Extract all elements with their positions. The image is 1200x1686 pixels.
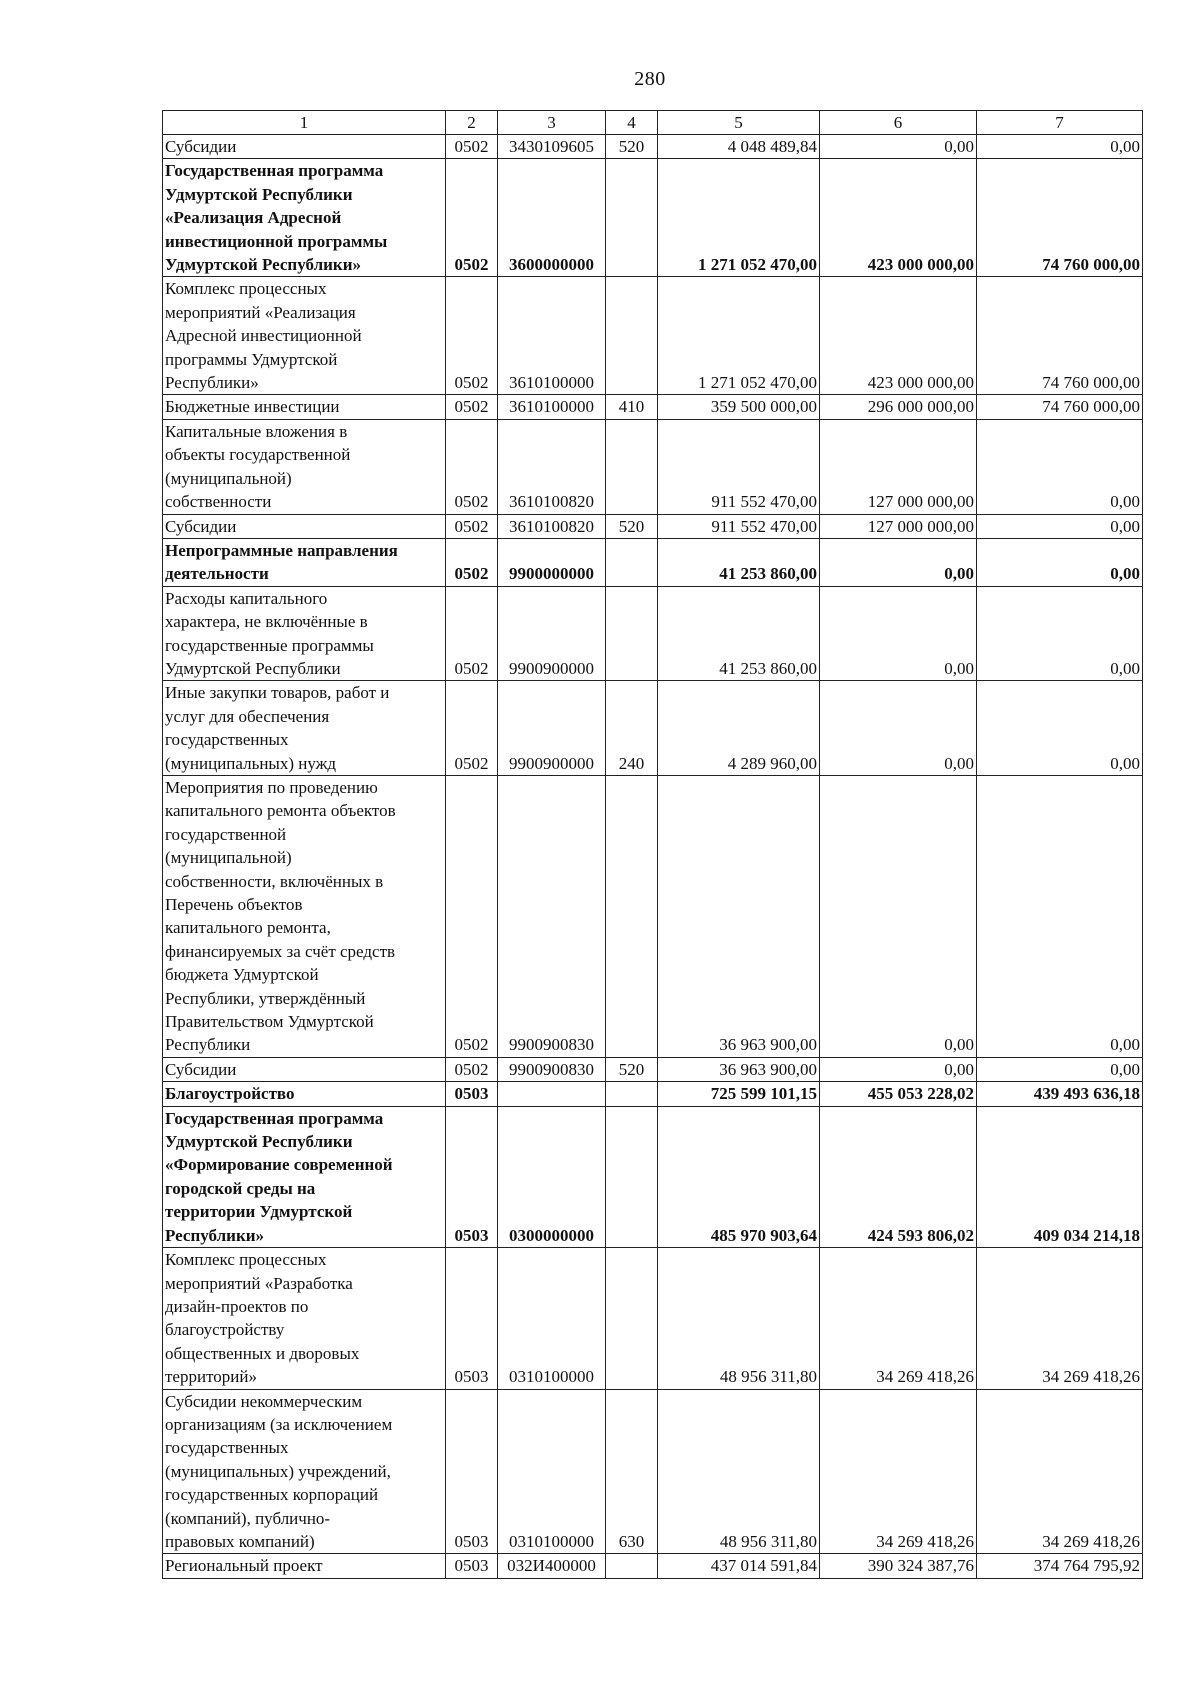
amount-col6-cell: 0,00 bbox=[820, 586, 977, 681]
table-row bbox=[163, 395, 1143, 419]
section-code-cell: 0502 bbox=[446, 681, 498, 776]
section-code-cell: 0503 bbox=[446, 1106, 498, 1247]
amount-col5-cell: 725 599 101,15 bbox=[658, 1082, 820, 1106]
target-code-cell: 3610100000 bbox=[498, 395, 606, 419]
page-number: 280 bbox=[634, 68, 666, 90]
expense-type-cell bbox=[606, 586, 658, 681]
section-code-cell: 0502 bbox=[446, 395, 498, 419]
expense-type-cell bbox=[606, 1554, 658, 1578]
amount-col6-cell: 0,00 bbox=[820, 775, 977, 1057]
amount-col5-cell: 41 253 860,00 bbox=[658, 586, 820, 681]
expense-type-cell bbox=[606, 1082, 658, 1106]
amount-col6-cell: 424 593 806,02 bbox=[820, 1106, 977, 1247]
table-row bbox=[163, 277, 1143, 395]
amount-col6-cell: 34 269 418,26 bbox=[820, 1248, 977, 1389]
amount-col7-cell: 409 034 214,18 bbox=[977, 1106, 1143, 1247]
expense-type-cell: 520 bbox=[606, 514, 658, 538]
amount-col6-cell: 296 000 000,00 bbox=[820, 395, 977, 419]
amount-col6-cell: 0,00 bbox=[820, 538, 977, 586]
amount-col7-cell: 374 764 795,92 bbox=[977, 1554, 1143, 1578]
expense-type-cell: 630 bbox=[606, 1389, 658, 1554]
section-code-cell: 0503 bbox=[446, 1389, 498, 1554]
amount-col5-cell: 1 271 052 470,00 bbox=[658, 277, 820, 395]
amount-col6-cell: 0,00 bbox=[820, 681, 977, 776]
amount-col6-cell: 390 324 387,76 bbox=[820, 1554, 977, 1578]
section-code-cell: 0502 bbox=[446, 586, 498, 681]
amount-col5-cell: 359 500 000,00 bbox=[658, 395, 820, 419]
header-cell-7: 7 bbox=[977, 111, 1143, 135]
row-name-cell: Субсидии bbox=[163, 514, 446, 538]
amount-col6-cell: 423 000 000,00 bbox=[820, 159, 977, 277]
table-row bbox=[163, 1389, 1143, 1554]
target-code-cell: 9900900830 bbox=[498, 1057, 606, 1081]
row-name-cell: Субсидии bbox=[163, 1057, 446, 1081]
target-code-cell: 0300000000 bbox=[498, 1106, 606, 1247]
row-name-cell: Комплекс процессных мероприятий «Реализация Адресной инвестиционной программы Удмуртской Республики» bbox=[163, 277, 446, 395]
header-cell-5: 5 bbox=[658, 111, 820, 135]
target-code-cell: 9900900000 bbox=[498, 681, 606, 776]
amount-col5-cell: 36 963 900,00 bbox=[658, 1057, 820, 1081]
target-code-cell: 3610100820 bbox=[498, 514, 606, 538]
header-cell-4: 4 bbox=[606, 111, 658, 135]
amount-col5-cell: 437 014 591,84 bbox=[658, 1554, 820, 1578]
amount-col7-cell: 34 269 418,26 bbox=[977, 1389, 1143, 1554]
row-name-cell: Мероприятия по проведению капитального ремонта объектов государственной (муниципальной) собственности, включённых в Перечень объектов капитального ремонта, финансируемых за счёт средств бюджета Удмуртской Республики, утверждённый Правительством Удмуртской Республики bbox=[163, 775, 446, 1057]
target-code-cell: 0310100000 bbox=[498, 1248, 606, 1389]
section-code-cell: 0502 bbox=[446, 538, 498, 586]
row-name-cell: Государственная программа Удмуртской Республики «Формирование современной городской среды на территории Удмуртской Республики» bbox=[163, 1106, 446, 1247]
target-code-cell: 3610100820 bbox=[498, 419, 606, 514]
row-name-cell: Комплекс процессных мероприятий «Разработка дизайн-проектов по благоустройству общественных и дворовых территорий» bbox=[163, 1248, 446, 1389]
section-code-cell: 0503 bbox=[446, 1082, 498, 1106]
amount-col5-cell: 48 956 311,80 bbox=[658, 1248, 820, 1389]
expense-type-cell bbox=[606, 419, 658, 514]
expense-type-cell bbox=[606, 1248, 658, 1389]
amount-col7-cell: 0,00 bbox=[977, 514, 1143, 538]
expense-type-cell: 410 bbox=[606, 395, 658, 419]
expense-type-cell: 240 bbox=[606, 681, 658, 776]
row-name-cell: Расходы капитального характера, не включённые в государственные программы Удмуртской Республики bbox=[163, 586, 446, 681]
section-code-cell: 0502 bbox=[446, 277, 498, 395]
amount-col6-cell: 455 053 228,02 bbox=[820, 1082, 977, 1106]
target-code-cell: 3600000000 bbox=[498, 159, 606, 277]
amount-col5-cell: 911 552 470,00 bbox=[658, 514, 820, 538]
header-row bbox=[163, 111, 1143, 135]
header-cell-1: 1 bbox=[163, 111, 446, 135]
table-row bbox=[163, 586, 1143, 681]
amount-col6-cell: 127 000 000,00 bbox=[820, 514, 977, 538]
amount-col5-cell: 4 289 960,00 bbox=[658, 681, 820, 776]
table-row bbox=[163, 538, 1143, 586]
amount-col5-cell: 36 963 900,00 bbox=[658, 775, 820, 1057]
amount-col7-cell: 34 269 418,26 bbox=[977, 1248, 1143, 1389]
row-name-cell: Капитальные вложения в объекты государственной (муниципальной) собственности bbox=[163, 419, 446, 514]
amount-col6-cell: 0,00 bbox=[820, 1057, 977, 1081]
amount-col7-cell: 0,00 bbox=[977, 1057, 1143, 1081]
row-name-cell: Региональный проект bbox=[163, 1554, 446, 1578]
amount-col7-cell: 74 760 000,00 bbox=[977, 395, 1143, 419]
table-row bbox=[163, 681, 1143, 776]
amount-col7-cell: 0,00 bbox=[977, 538, 1143, 586]
target-code-cell: 3430109605 bbox=[498, 135, 606, 159]
section-code-cell: 0503 bbox=[446, 1248, 498, 1389]
row-name-cell: Иные закупки товаров, работ и услуг для обеспечения государственных (муниципальных) нужд bbox=[163, 681, 446, 776]
amount-col6-cell: 34 269 418,26 bbox=[820, 1389, 977, 1554]
expense-type-cell bbox=[606, 277, 658, 395]
section-code-cell: 0502 bbox=[446, 1057, 498, 1081]
header-cell-2: 2 bbox=[446, 111, 498, 135]
row-name-cell: Субсидии bbox=[163, 135, 446, 159]
budget-table bbox=[162, 110, 1143, 1579]
table-body bbox=[163, 135, 1143, 1579]
row-name-cell: Субсидии некоммерческим организациям (за исключением государственных (муниципальных) учреждений, государственных корпораций (компаний), публично- правовых компаний) bbox=[163, 1389, 446, 1554]
section-code-cell: 0502 bbox=[446, 419, 498, 514]
row-name-cell: Бюджетные инвестиции bbox=[163, 395, 446, 419]
expense-type-cell bbox=[606, 538, 658, 586]
section-code-cell: 0503 bbox=[446, 1554, 498, 1578]
amount-col7-cell: 439 493 636,18 bbox=[977, 1082, 1143, 1106]
table-row bbox=[163, 1082, 1143, 1106]
target-code-cell bbox=[498, 1082, 606, 1106]
amount-col5-cell: 911 552 470,00 bbox=[658, 419, 820, 514]
table-row bbox=[163, 1554, 1143, 1578]
expense-type-cell bbox=[606, 1106, 658, 1247]
amount-col7-cell: 0,00 bbox=[977, 681, 1143, 776]
amount-col5-cell: 48 956 311,80 bbox=[658, 1389, 820, 1554]
table-row bbox=[163, 419, 1143, 514]
amount-col5-cell: 485 970 903,64 bbox=[658, 1106, 820, 1247]
amount-col7-cell: 0,00 bbox=[977, 586, 1143, 681]
table-row bbox=[163, 1248, 1143, 1389]
table-row bbox=[163, 159, 1143, 277]
amount-col6-cell: 127 000 000,00 bbox=[820, 419, 977, 514]
section-code-cell: 0502 bbox=[446, 514, 498, 538]
target-code-cell: 0310100000 bbox=[498, 1389, 606, 1554]
row-name-cell: Непрограммные направления деятельности bbox=[163, 538, 446, 586]
target-code-cell: 9900900830 bbox=[498, 775, 606, 1057]
section-code-cell: 0502 bbox=[446, 135, 498, 159]
expense-type-cell bbox=[606, 775, 658, 1057]
target-code-cell: 032И400000 bbox=[498, 1554, 606, 1578]
expense-type-cell bbox=[606, 159, 658, 277]
amount-col5-cell: 1 271 052 470,00 bbox=[658, 159, 820, 277]
table-row bbox=[163, 775, 1143, 1057]
amount-col5-cell: 4 048 489,84 bbox=[658, 135, 820, 159]
amount-col6-cell: 0,00 bbox=[820, 135, 977, 159]
target-code-cell: 3610100000 bbox=[498, 277, 606, 395]
table-row bbox=[163, 135, 1143, 159]
table-row bbox=[163, 1106, 1143, 1247]
table-row bbox=[163, 514, 1143, 538]
header-cell-6: 6 bbox=[820, 111, 977, 135]
expense-type-cell: 520 bbox=[606, 1057, 658, 1081]
expense-type-cell: 520 bbox=[606, 135, 658, 159]
section-code-cell: 0502 bbox=[446, 775, 498, 1057]
row-name-cell: Государственная программа Удмуртской Республики «Реализация Адресной инвестиционной программы Удмуртской Республики» bbox=[163, 159, 446, 277]
amount-col7-cell: 74 760 000,00 bbox=[977, 159, 1143, 277]
section-code-cell: 0502 bbox=[446, 159, 498, 277]
amount-col5-cell: 41 253 860,00 bbox=[658, 538, 820, 586]
table-row bbox=[163, 1057, 1143, 1081]
target-code-cell: 9900900000 bbox=[498, 586, 606, 681]
amount-col6-cell: 423 000 000,00 bbox=[820, 277, 977, 395]
amount-col7-cell: 0,00 bbox=[977, 419, 1143, 514]
target-code-cell: 9900000000 bbox=[498, 538, 606, 586]
amount-col7-cell: 0,00 bbox=[977, 135, 1143, 159]
row-name-cell: Благоустройство bbox=[163, 1082, 446, 1106]
amount-col7-cell: 74 760 000,00 bbox=[977, 277, 1143, 395]
header-cell-3: 3 bbox=[498, 111, 606, 135]
amount-col7-cell: 0,00 bbox=[977, 775, 1143, 1057]
